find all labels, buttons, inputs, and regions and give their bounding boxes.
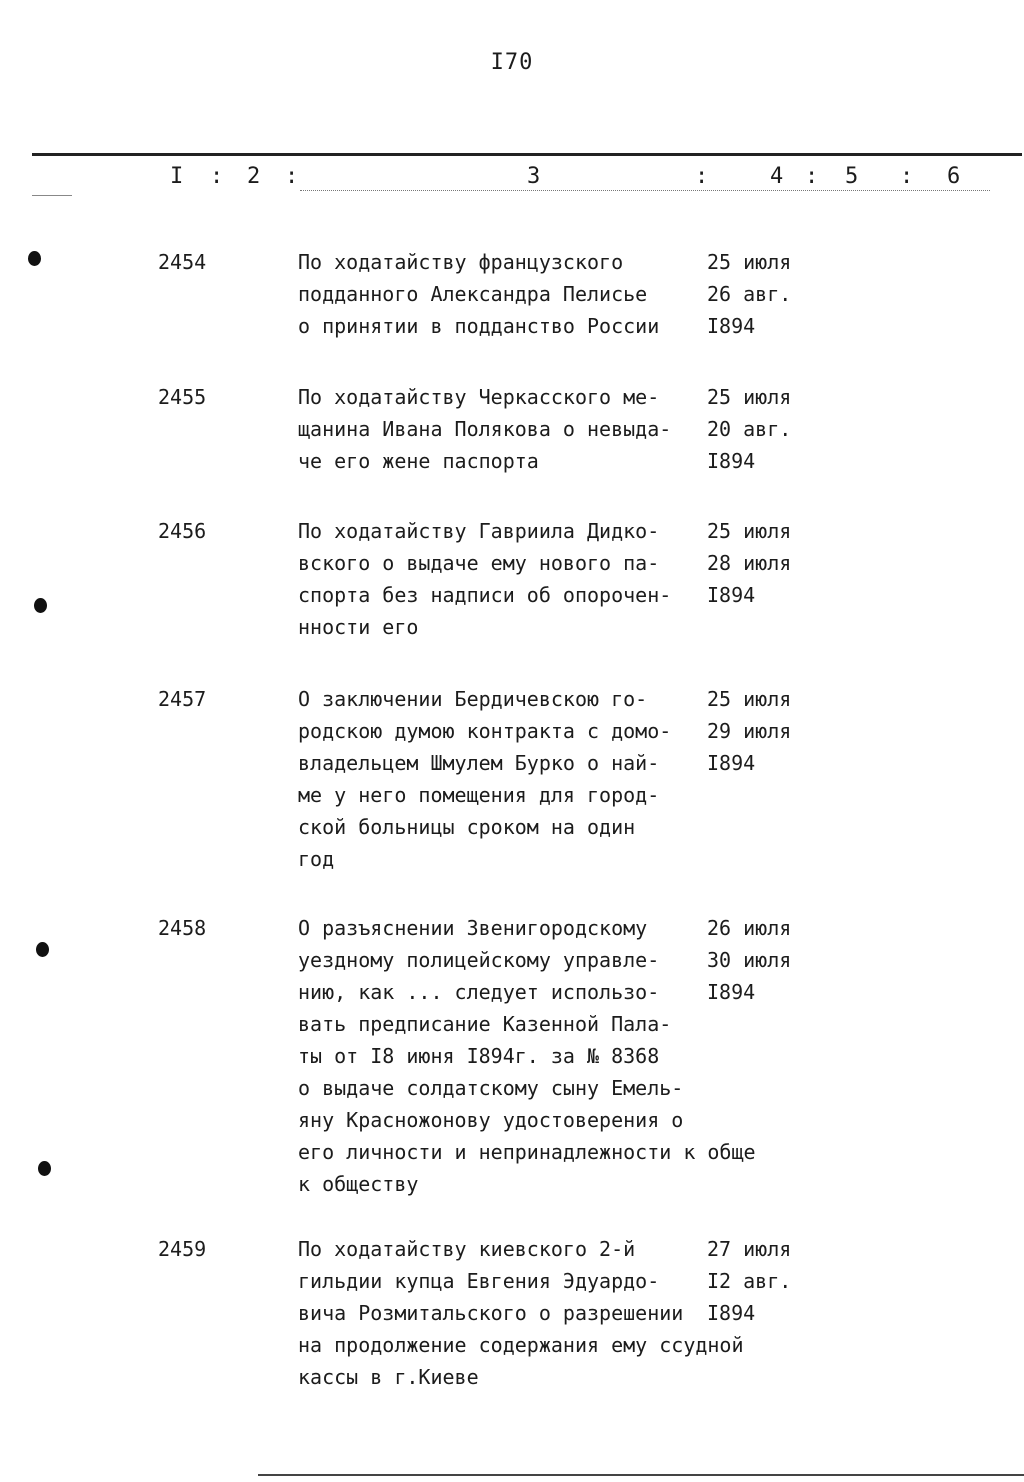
page-number: I70: [490, 50, 534, 75]
bottom-rule: [258, 1474, 1024, 1476]
description-line: нности его: [298, 615, 419, 639]
description-line: нию, как ... следует использо-: [298, 980, 660, 1004]
date-year: I894: [707, 449, 756, 473]
date-end: 29 июля: [707, 719, 792, 743]
punch-hole: [38, 1161, 51, 1176]
column-header-4: 4: [770, 164, 784, 189]
description-line: подданного Александра Пелисье: [298, 282, 648, 306]
date-year: I894: [707, 1301, 756, 1325]
punch-hole: [36, 942, 49, 957]
entry-dates: [707, 515, 791, 611]
description-line: владельцем Шмулем Бурко о най-: [298, 751, 660, 775]
column-header-1: I: [170, 164, 184, 189]
description-line: О заключении Бердичевскою го-: [298, 687, 648, 711]
entry-number: 2459: [158, 1237, 207, 1261]
description-line: По ходатайству Черкасского ме-: [298, 385, 660, 409]
entry-dates: [707, 381, 791, 477]
punch-hole: [28, 251, 41, 266]
description-line: яну Красножонову удостоверения о: [298, 1108, 684, 1132]
date-end: I2 авг.: [707, 1269, 792, 1293]
column-separator: :: [695, 164, 709, 189]
date-start: 25 июля: [707, 250, 792, 274]
date-end: 30 июля: [707, 948, 792, 972]
date-year: I894: [707, 314, 756, 338]
description-line: ме у него помещения для город-: [298, 783, 660, 807]
description-line: О разъяснении Звенигородскому: [298, 916, 648, 940]
description-line: о принятии в подданство России: [298, 314, 660, 338]
entry-number: 2458: [158, 916, 207, 940]
column-separator: :: [805, 164, 819, 189]
description-line: По ходатайству Гавриила Дидко-: [298, 519, 660, 543]
description-line: По ходатайству французского: [298, 250, 624, 274]
description-line: год: [298, 847, 335, 871]
description-line: гильдии купца Евгения Эдуардо-: [298, 1269, 660, 1293]
description-line: че его жене паспорта: [298, 449, 539, 473]
date-year: I894: [707, 980, 756, 1004]
left-rule-fragment: [32, 195, 72, 196]
header-underline: [300, 190, 990, 191]
column-header-6: 6: [947, 164, 961, 189]
description-line: вича Розмитальского о разрешении: [298, 1301, 684, 1325]
entry-dates: [707, 912, 791, 1008]
date-start: 25 июля: [707, 687, 792, 711]
entry-dates: [707, 246, 791, 342]
date-end: 20 авг.: [707, 417, 792, 441]
date-start: 26 июля: [707, 916, 792, 940]
date-year: I894: [707, 751, 756, 775]
punch-hole: [34, 598, 47, 613]
description-line: уездному полицейскому управле-: [298, 948, 660, 972]
entry-number: 2456: [158, 519, 207, 543]
date-end: 26 авг.: [707, 282, 792, 306]
entry-dates: [707, 1233, 791, 1329]
column-header-2: 2: [247, 164, 261, 189]
description-line: о выдаче солдатскому сыну Емель-: [298, 1076, 684, 1100]
date-year: I894: [707, 583, 756, 607]
column-header-5: 5: [845, 164, 859, 189]
description-line: вского о выдаче ему нового па-: [298, 551, 660, 575]
description-line: вать предписание Казенной Пала-: [298, 1012, 672, 1036]
column-separator: :: [900, 164, 914, 189]
description-line: спорта без надписи об опорочен-: [298, 583, 672, 607]
column-separator: :: [285, 164, 299, 189]
column-separator: :: [210, 164, 224, 189]
date-end: 28 июля: [707, 551, 792, 575]
top-rule: [32, 153, 1022, 156]
entry-dates: [707, 683, 791, 779]
entry-number: 2454: [158, 250, 207, 274]
description-line: его личности и непринадлежности к обще: [298, 1140, 756, 1164]
date-start: 27 июля: [707, 1237, 792, 1261]
entry-number: 2455: [158, 385, 207, 409]
description-line: родскою думою контракта с домо-: [298, 719, 672, 743]
column-header-row: [0, 162, 1024, 192]
date-start: 25 июля: [707, 519, 792, 543]
description-line: к обществу: [298, 1172, 419, 1196]
description-line: По ходатайству киевского 2-й: [298, 1237, 636, 1261]
description-line: кассы в г.Киеве: [298, 1365, 479, 1389]
description-line: ской больницы сроком на один: [298, 815, 636, 839]
description-line: щанина Ивана Полякова о невыда-: [298, 417, 672, 441]
description-line: ты от I8 июня I894г. за № 8368: [298, 1044, 660, 1068]
date-start: 25 июля: [707, 385, 792, 409]
description-line: на продолжение содержания ему ссудной: [298, 1333, 744, 1357]
entry-number: 2457: [158, 687, 207, 711]
column-header-3: 3: [527, 164, 541, 189]
